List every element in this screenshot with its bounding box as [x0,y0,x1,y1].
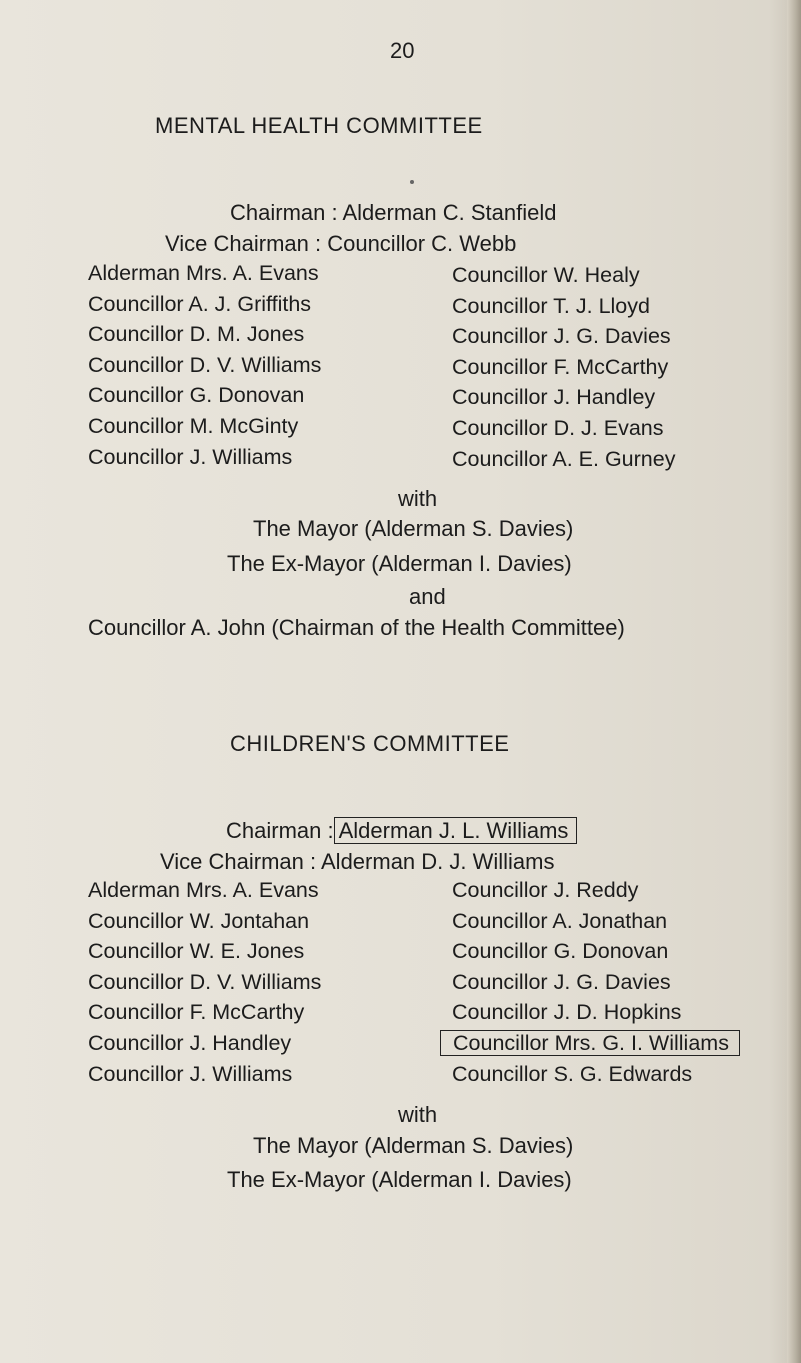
ch-ex-officio-mayor: The Mayor (Alderman S. Davies) [253,1133,574,1158]
mh-right-members [452,260,675,474]
member: Councillor D. M. Jones [88,322,305,347]
member: Councillor J. Reddy [452,878,639,902]
mh-ex-officio-health-chair: Councillor A. John (Chairman of the Health Committee) [88,615,625,640]
member: Councillor J. Handley [88,1030,292,1055]
ch-with: with [398,1102,438,1127]
member: Councillor W. Jontahan [88,908,310,933]
ch-left-members [88,875,321,1089]
ch-chairman-label: Chairman : [226,818,334,843]
ch-chairman [226,816,577,846]
member: Councillor W. E. Jones [88,939,305,964]
member: Councillor D. J. Evans [452,415,664,440]
member: Councillor G. Donovan [88,383,305,408]
mh-with: with [398,486,438,511]
member: Councillor A. E. Gurney [452,446,676,471]
ch-right-members [452,875,740,1089]
member: Councillor D. V. Williams [88,969,322,994]
ch-ex-officio-ex-mayor: The Ex-Mayor (Alderman I. Davies) [227,1167,572,1192]
mh-ex-officio-mayor: The Mayor (Alderman S. Davies) [253,516,574,541]
page-edge [787,0,801,1363]
member: Councillor S. G. Edwards [452,1061,693,1086]
member: Councillor F. McCarthy [88,1000,305,1025]
mh-and: and [409,584,446,609]
ch-vice-chairman: Vice Chairman : Alderman D. J. Williams [160,849,555,874]
member: Councillor A. J. Griffiths [88,291,312,316]
childrens-title: CHILDREN'S COMMITTEE [230,731,510,756]
mh-chairman: Chairman : Alderman C. Stanfield [230,200,557,225]
member: Councillor J. Williams [88,444,293,469]
member: Councillor J. D. Hopkins [452,1000,682,1025]
member [452,1028,740,1059]
member: Councillor J. G. Davies [452,969,671,994]
member: Councillor T. J. Lloyd [452,293,650,318]
member: Councillor M. McGinty [88,413,299,438]
member: Councillor J. Williams [88,1061,293,1086]
member: Councillor J. G. Davies [452,324,671,349]
member: Councillor J. Handley [452,385,656,410]
member: Councillor D. V. Williams [88,352,322,377]
ch-chairman-name: Alderman J. L. Williams [334,817,578,844]
mental-health-title: MENTAL HEALTH COMMITTEE [155,113,483,138]
member: Councillor W. Healy [452,263,640,287]
mh-left-members [88,258,321,472]
member: Councillor F. McCarthy [452,354,669,379]
member: Alderman Mrs. A. Evans [88,878,319,902]
page-number: 20 [390,38,415,63]
mh-ex-officio-ex-mayor: The Ex-Mayor (Alderman I. Davies) [227,551,572,576]
member: Councillor A. Jonathan [452,908,668,933]
member: Councillor G. Donovan [452,939,669,964]
member: Alderman Mrs. A. Evans [88,261,319,285]
member-boxed: Councillor Mrs. G. I. Williams [440,1030,740,1056]
print-speck [410,180,414,184]
mh-vice-chairman: Vice Chairman : Councillor C. Webb [165,231,517,256]
